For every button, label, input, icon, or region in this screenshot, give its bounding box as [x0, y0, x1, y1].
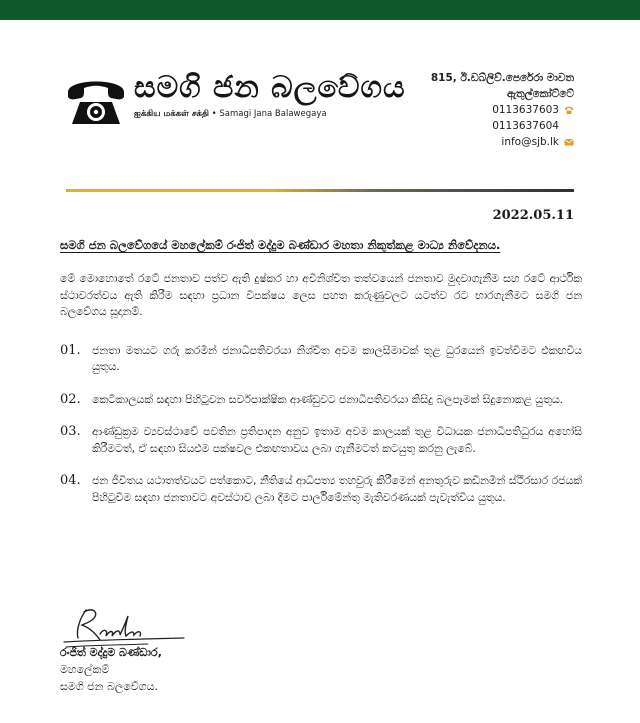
list-item — [60, 343, 582, 376]
address-line-1: 815, ඊ.ඩබ්ලිව්.පෙරේරා මාවත — [430, 72, 574, 84]
list-item — [60, 424, 582, 457]
email-row — [431, 134, 574, 150]
point-number: 01. — [60, 342, 81, 358]
letterhead — [0, 20, 640, 172]
top-green-band — [0, 0, 640, 20]
address-line-2: ඇතුල්කෝට්ටේ — [506, 88, 574, 100]
phone-number-1: 0113637603 — [492, 104, 559, 116]
letter-title: සමගි ජන බලවේගයේ මහලේකම් රංජිත් මද්දුම බණ්ඩාර මහතා නිකුත්කළ මාධ්‍ය නිවේදනය. — [60, 238, 501, 252]
list-item — [60, 392, 582, 409]
signatory-organization: සමගි ජන බලවේගය. — [60, 680, 158, 693]
points-list — [60, 343, 582, 507]
point-number: 03. — [60, 424, 81, 439]
phone-row-1 — [431, 102, 574, 118]
signatory-role: මහලේකම් — [60, 663, 110, 676]
point-text: ආණ්ඩුක්‍රම ව්‍යවස්ථාවේ පවතින ප්‍රතිපාදන අනුව ඉතාම අවම කාලයක් තුළ විධායක ජනාධිපතිධුරය අහෝසි කිරීමටත්, ඒ සඳහා සියළුම පක්ෂවල එකඟතාවය ලබා ගැනීමටත් කටයුතු කරනු ලැබේ. — [92, 425, 582, 455]
tagline-separator: • — [211, 109, 217, 119]
tagline-tamil: ஐக்கிய மக்கள் சக்தி — [134, 109, 209, 119]
header-divider — [66, 189, 574, 192]
phone-icon — [564, 105, 574, 115]
phone-number-2: 0113637604 — [492, 120, 559, 132]
intro-paragraph: මේ මොහොතේ රටේ ජනතාව පත්ව ඇති දුෂ්කර හා අවිනිශ්චිත තත්වයෙන් ජනතාව මුදවාගැනීම සහ රටේ ආර්ථික ස්ථාවරත්වය ඇති කිරීම සඳහා ප්‍රධාන විපක්ෂය ලෙස පහත කරුණුවලට යටත්ව රට භාරගැනීමට සමගි ජන බලවේගය සූදානම්. — [60, 272, 582, 318]
letter-body — [60, 236, 582, 522]
telephone-logo-icon — [64, 72, 128, 128]
letter-date: 2022.05.11 — [492, 208, 574, 223]
party-tagline — [134, 109, 327, 120]
email-icon — [564, 137, 574, 147]
list-item — [60, 473, 582, 506]
point-text: ජන ජීවිතය යථාතත්වයට පත්කොට, නීතියේ ආධිපත්‍ය තහවුරු කිරීමෙන් අනතුරුව කඩිනමින් ස්ථිරසාර රජයක් පිහිටුවීම සඳහා ජනතාවට අවස්ථාව ලබා දීමට පාර්ලිමේන්තු මැතිවරණයක් පැවැත්විය යුතුය. — [92, 474, 582, 504]
signature-block — [60, 604, 260, 714]
contact-block — [431, 70, 574, 150]
point-text: කෙටිකාලයක් සඳහා පිහිටුවන සර්වපාක්ෂික ආණ්ඩුවට ජනාධිපතිවරයා කිසිදු බලපෑමක් සිදුනොකළ යුතුය. — [92, 392, 564, 406]
tagline-english: Samagi Jana Balawegaya — [219, 109, 327, 119]
party-wordmark: සමගි ජන බලවේගය — [134, 70, 406, 105]
point-text: ජනතා මතයට ගරු කරමින් ජනාධිපතිවරයා නිශ්චිත අවම කාලසීමාවක් තුළ ධුරයෙන් ඉවත්වීමට එකඟවිය යුතුය. — [92, 343, 582, 373]
phone-row-2 — [431, 118, 574, 134]
point-number: 04. — [60, 473, 81, 488]
signatory-name: රංජිත් මද්දුම බණ්ඩාර, — [60, 646, 162, 659]
email-address[interactable]: info@sjb.lk — [501, 136, 559, 148]
point-number: 02. — [60, 391, 81, 407]
